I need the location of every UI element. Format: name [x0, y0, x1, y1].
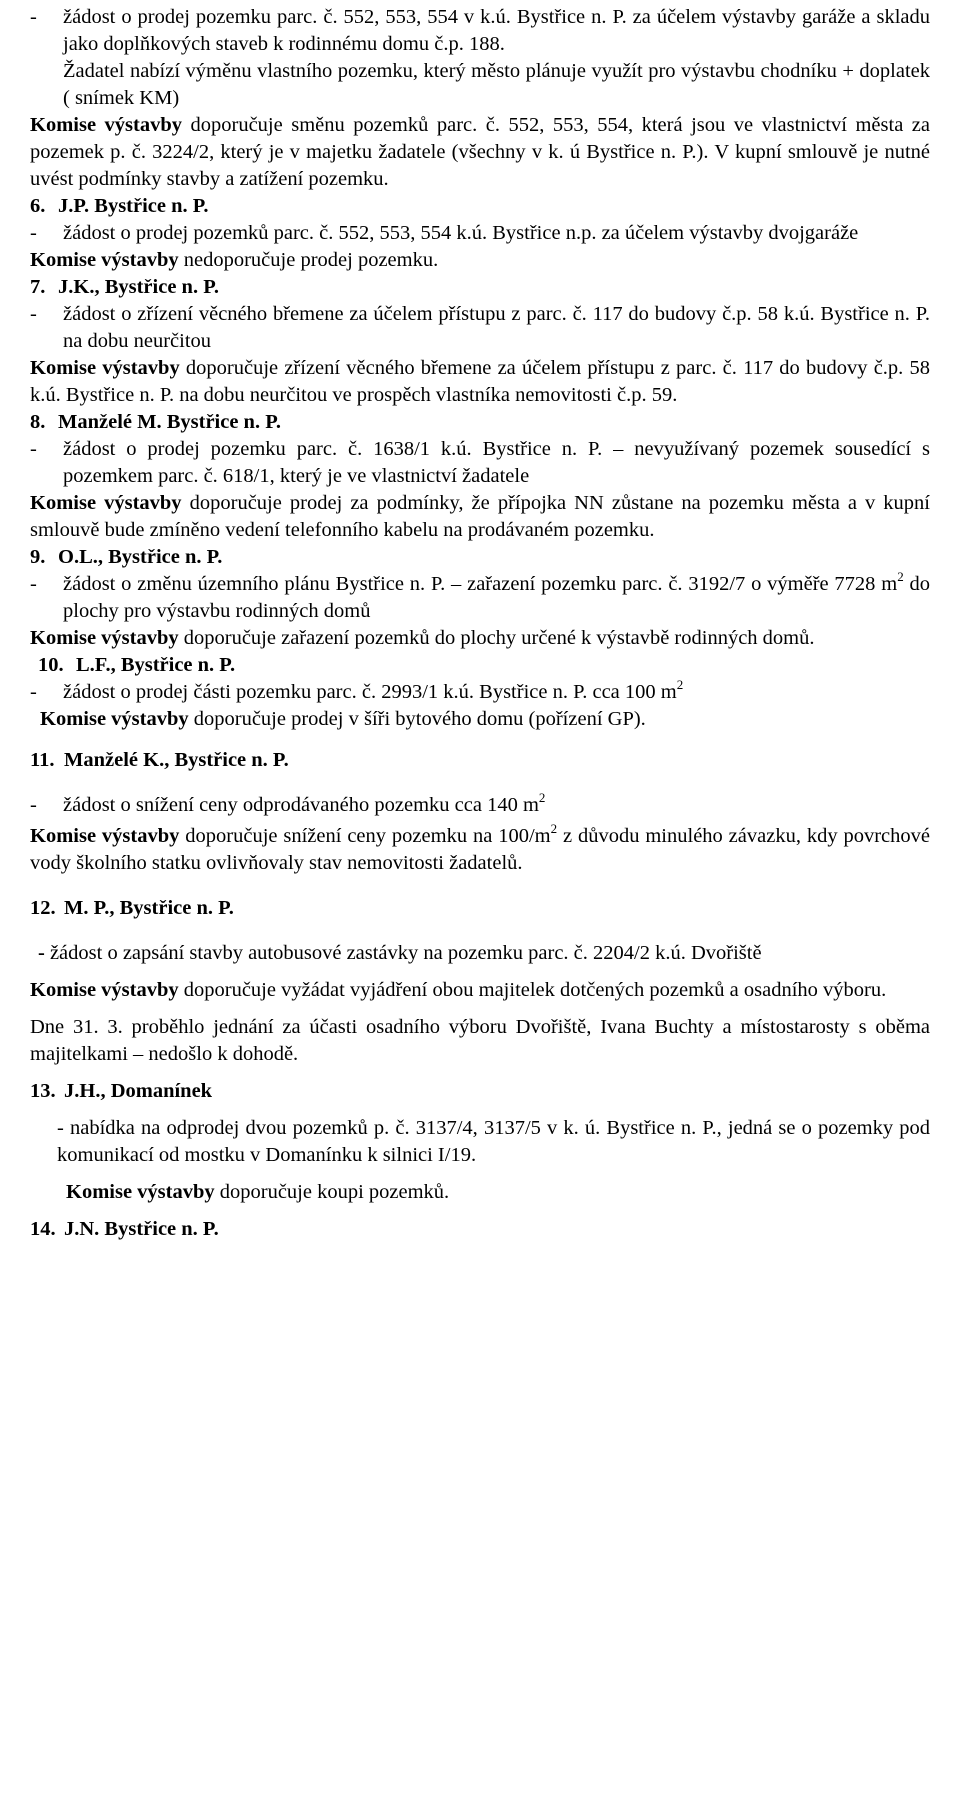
spacer	[30, 1105, 930, 1115]
item-applicant: J.K., Bystřice n. P.	[58, 276, 219, 298]
item-number: 6.	[30, 195, 46, 217]
item14-heading	[30, 1216, 930, 1243]
item7-request	[30, 301, 930, 355]
item5-decision-text: doporučuje směnu pozemků parc. č. 552, 553, 554, která jsou ve vlastnictví města za pozemek p. č. 3224/2, který je v majetku žadatele (všechny v k. ú Bystřice n. P.). V kupní smlouvě je nutné uvést podmínky stavby a zatížení pozemku.	[30, 114, 930, 190]
item12-followup: Dne 31. 3. proběhlo jednání za účasti osadního výboru Dvořiště, Ivana Buchty a místostarosty s oběma majitelkami – nedošlo k dohodě.	[30, 1016, 930, 1065]
item10-decision-text: doporučuje prodej v šíři bytového domu (pořízení GP).	[188, 708, 646, 730]
item-applicant: Manželé K., Bystřice n. P.	[64, 749, 289, 771]
item13-decision-text: doporučuje koupi pozemků.	[214, 1181, 450, 1203]
spacer	[30, 922, 930, 940]
item9-request-text-end: do plochy pro výstavbu rodinných domů	[63, 573, 930, 622]
spacer	[30, 733, 930, 747]
item-applicant: O.L., Bystřice n. P.	[58, 546, 223, 568]
spacer	[30, 774, 930, 792]
item8-decision-text: doporučuje prodej za podmínky, že přípojka NN zůstane na pozemku města a v kupní smlouvě bude zmíněno vedení telefonního kabelu na prodávaném pozemku.	[30, 492, 931, 541]
bullet-dash: -	[30, 794, 37, 816]
bullet-dash: -	[30, 6, 37, 28]
item9-request-text: žádost o změnu územního plánu Bystřice n. P. – zařazení pozemku parc. č. 3192/7 o výměře 7728 m	[63, 573, 898, 595]
item11-decision	[30, 823, 930, 877]
item13-request-text: nabídka na odprodej dvou pozemků p. č. 3137/4, 3137/5 v k. ú. Bystřice n. P., jedná se o pozemky pod komunikací od mostku v Domanínku k silnici I/19.	[57, 1117, 931, 1166]
spacer	[30, 1068, 930, 1078]
item11-heading	[30, 747, 930, 774]
item-applicant: M. P., Bystřice n. P.	[64, 897, 234, 919]
item5-request	[30, 4, 930, 58]
superscript: 2	[550, 821, 558, 836]
item-number: 12.	[30, 897, 56, 919]
item10-request-text: žádost o prodej části pozemku parc. č. 2993/1 k.ú. Bystřice n. P. cca 100 m	[63, 681, 677, 703]
commission-label: Komise výstavby	[30, 357, 180, 379]
item-number: 8.	[30, 411, 46, 433]
item8-request	[30, 436, 930, 490]
item-number: 14.	[30, 1218, 56, 1240]
item7-decision-text: doporučuje zřízení věcného břemene za účelem přístupu z parc. č. 117 do budovy č.p. 58 k.ú. Bystřice n. P. na dobu neurčitou ve prospěch vlastníka nemovitosti č.p. 59.	[30, 357, 930, 406]
item10-heading	[30, 652, 930, 679]
item8-heading	[30, 409, 930, 436]
spacer	[30, 877, 930, 895]
item10-request	[30, 679, 930, 706]
bullet-dash: -	[57, 1117, 70, 1139]
item12-decision-text: doporučuje vyžádat vyjádření obou majitelek dotčených pozemků a osadního výboru.	[178, 979, 887, 1001]
item12-request	[30, 940, 930, 967]
spacer	[30, 1004, 930, 1014]
item-applicant: L.F., Bystřice n. P.	[76, 654, 236, 676]
item7-decision	[30, 355, 930, 409]
item5-request-text: žádost o prodej pozemku parc. č. 552, 553, 554 v k.ú. Bystřice n. P. za účelem výstavby garáže a skladu jako doplňkových staveb k rodinnému domu č.p. 188.	[63, 6, 930, 55]
item12-heading	[30, 895, 930, 922]
superscript: 2	[538, 790, 546, 805]
item-applicant: J.N. Bystřice n. P.	[64, 1218, 219, 1240]
item12-decision	[30, 977, 930, 1004]
item9-heading	[30, 544, 930, 571]
item10-decision	[30, 706, 930, 733]
commission-label: Komise výstavby	[40, 708, 189, 730]
commission-label: Komise výstavby	[30, 979, 179, 1001]
commission-label: Komise výstavby	[30, 114, 182, 136]
bullet-dash: -	[30, 681, 37, 703]
commission-label: Komise výstavby	[30, 825, 180, 847]
item13-request	[30, 1115, 930, 1169]
spacer	[30, 1169, 930, 1179]
item11-decision-text-end: z důvodu minulého závazku, kdy povrchové vody školního statku ovlivňovaly stav nemovitosti žadatelů.	[30, 825, 930, 874]
item7-request-text: žádost o zřízení věcného břemene za účelem přístupu z parc. č. 117 do budovy č.p. 58 k.ú. Bystřice n. P. na dobu neurčitou	[63, 303, 930, 352]
item11-request	[30, 792, 930, 819]
superscript: 2	[676, 677, 684, 692]
item5-decision	[30, 112, 930, 193]
commission-label: Komise výstavby	[30, 249, 179, 271]
item8-decision	[30, 490, 930, 544]
item-number: 9.	[30, 546, 46, 568]
bullet-dash: -	[30, 573, 37, 595]
commission-label: Komise výstavby	[30, 627, 179, 649]
item-number: 10.	[38, 654, 64, 676]
item6-heading	[30, 193, 930, 220]
item11-decision-text: doporučuje snížení ceny pozemku na 100/m	[179, 825, 551, 847]
item9-request	[30, 571, 930, 625]
item-applicant: Manželé M. Bystřice n. P.	[58, 411, 281, 433]
spacer	[30, 1206, 930, 1216]
bullet-dash: -	[30, 222, 37, 244]
spacer	[30, 967, 930, 977]
item9-decision-text: doporučuje zařazení pozemků do plochy určené k výstavbě rodinných domů.	[178, 627, 815, 649]
item-number: 7.	[30, 276, 46, 298]
item9-decision	[30, 625, 930, 652]
item-applicant: J.H., Domanínek	[64, 1080, 213, 1102]
item-number: 11.	[30, 749, 55, 771]
item11-request-text: žádost o snížení ceny odprodávaného pozemku cca 140 m	[63, 794, 539, 816]
item6-decision	[30, 247, 930, 274]
item6-request	[30, 220, 930, 247]
item8-request-text: žádost o prodej pozemku parc. č. 1638/1 k.ú. Bystřice n. P. – nevyužívaný pozemek sousedící s pozemkem parc. č. 618/1, který je ve vlastnictví žadatele	[63, 438, 930, 487]
item7-heading	[30, 274, 930, 301]
item12-request-text: žádost o zapsání stavby autobusové zastávky na pozemku parc. č. 2204/2 k.ú. Dvořiště	[49, 942, 762, 964]
item6-request-text: žádost o prodej pozemků parc. č. 552, 553, 554 k.ú. Bystřice n.p. za účelem výstavby dvojgaráže	[63, 222, 859, 244]
item5-note: Žadatel nabízí výměnu vlastního pozemku, který město plánuje využít pro výstavbu chodníku + doplatek ( snímek KM)	[63, 60, 930, 109]
item-applicant: J.P. Bystřice n. P.	[58, 195, 209, 217]
item13-decision	[30, 1179, 930, 1206]
item6-decision-text: nedoporučuje prodej pozemku.	[178, 249, 439, 271]
commission-label: Komise výstavby	[66, 1181, 215, 1203]
item-number: 13.	[30, 1080, 56, 1102]
bullet-dash: -	[38, 942, 50, 964]
minutes-body	[30, 4, 930, 1243]
bullet-dash: -	[30, 438, 37, 460]
item13-heading	[30, 1078, 930, 1105]
superscript: 2	[897, 569, 904, 584]
commission-label: Komise výstavby	[30, 492, 182, 514]
bullet-dash: -	[30, 303, 37, 325]
